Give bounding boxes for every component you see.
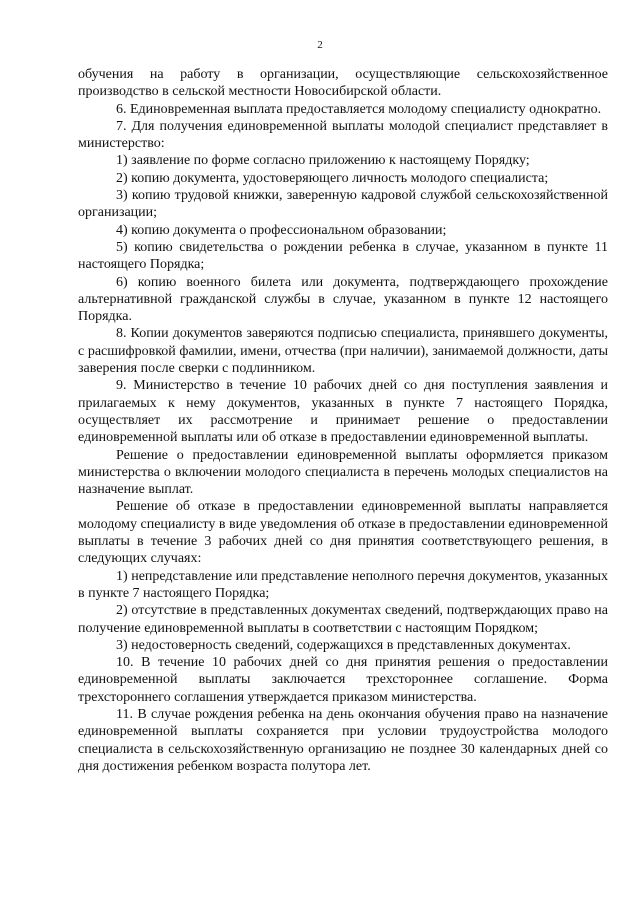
list-item-7-3: 3) копию трудовой книжки, заверенную кадровой службой сельскохозяйственной организации; — [78, 188, 608, 221]
list-item-7-6: 6) копию военного билета или документа, подтверждающего прохождение альтернативной гражданской службы в случае, указанном в пункте 12 настоящего Порядка. — [78, 274, 608, 325]
paragraph-item-8: 8. Копии документов заверяются подписью специалиста, принявшего документы, с расшифровкой фамилии, имени, отчества (при наличии), занимаемой должности, даты заверения после сверки с подлинником. — [78, 326, 608, 377]
paragraph-item-6: 6. Единовременная выплата предоставляется молодому специалисту однократно. — [116, 101, 602, 117]
paragraph-intro-continuation: обучения на работу в организации, осуществляющие сельскохозяйственное производство в сельской местности Новосибирской области. — [78, 67, 608, 100]
list-item-7-1: 1) заявление по форме согласно приложению к настоящему Порядку; — [116, 153, 530, 169]
list-item-7-2: 2) копию документа, удостоверяющего личность молодого специалиста; — [116, 170, 549, 186]
page-number: 2 — [317, 39, 323, 51]
list-item-7-5: 5) копию свидетельства о рождении ребенка в случае, указанном в пункте 11 настоящего Порядка; — [78, 239, 608, 273]
document-body — [78, 66, 608, 775]
list-item-refusal-1: 1) непредставление или представление неполного перечня документов, указанных в пункте 7 настоящего Порядка; — [78, 568, 608, 601]
paragraph-decision-grant: Решение о предоставлении единовременной выплаты оформляется приказом министерства о включении молодого специалиста в перечень молодых специалистов на назначение выплат. — [78, 447, 608, 498]
paragraph-item-10: 10. В течение 10 рабочих дней со дня принятия решения о предоставлении единовременной выплаты заключается трехстороннее соглашение. Форма трехстороннего соглашения утверждается приказом министерства. — [78, 655, 608, 705]
paragraph-item-9: 9. Министерство в течение 10 рабочих дней со дня поступления заявления и прилагаемых к нему документов, указанных в пункте 7 настоящего Порядка, осуществляет их рассмотрение и принимает решение о предоставлении единовременной выплаты или об отказе в предоставлении единовременной выплаты. — [78, 378, 608, 446]
paragraph-decision-refusal: Решение об отказе в предоставлении единовременной выплаты направляется молодому специалисту в виде уведомления об отказе в предоставлении единовременной выплаты в течение 3 рабочих дней со дня принятия соответствующего решения, в следующих случаях: — [78, 499, 608, 567]
paragraph-item-7: 7. Для получения единовременной выплаты молодой специалист представляет в министерство: — [78, 118, 608, 152]
paragraph-item-11: 11. В случае рождения ребенка на день окончания обучения право на назначение единовременной выплаты сохраняется при условии трудоустройства молодого специалиста в сельскохозяйственную организацию не позднее 30 календарных дней со дня достижения ребенком возраста полутора лет. — [78, 706, 608, 774]
list-item-refusal-3: 3) недостоверность сведений, содержащихся в представленных документах. — [116, 637, 571, 653]
list-item-7-4: 4) копию документа о профессиональном образовании; — [116, 222, 447, 238]
list-item-refusal-2: 2) отсутствие в представленных документах сведений, подтверждающих право на получение единовременной выплаты в соответствии с настоящим Порядком; — [78, 603, 608, 636]
